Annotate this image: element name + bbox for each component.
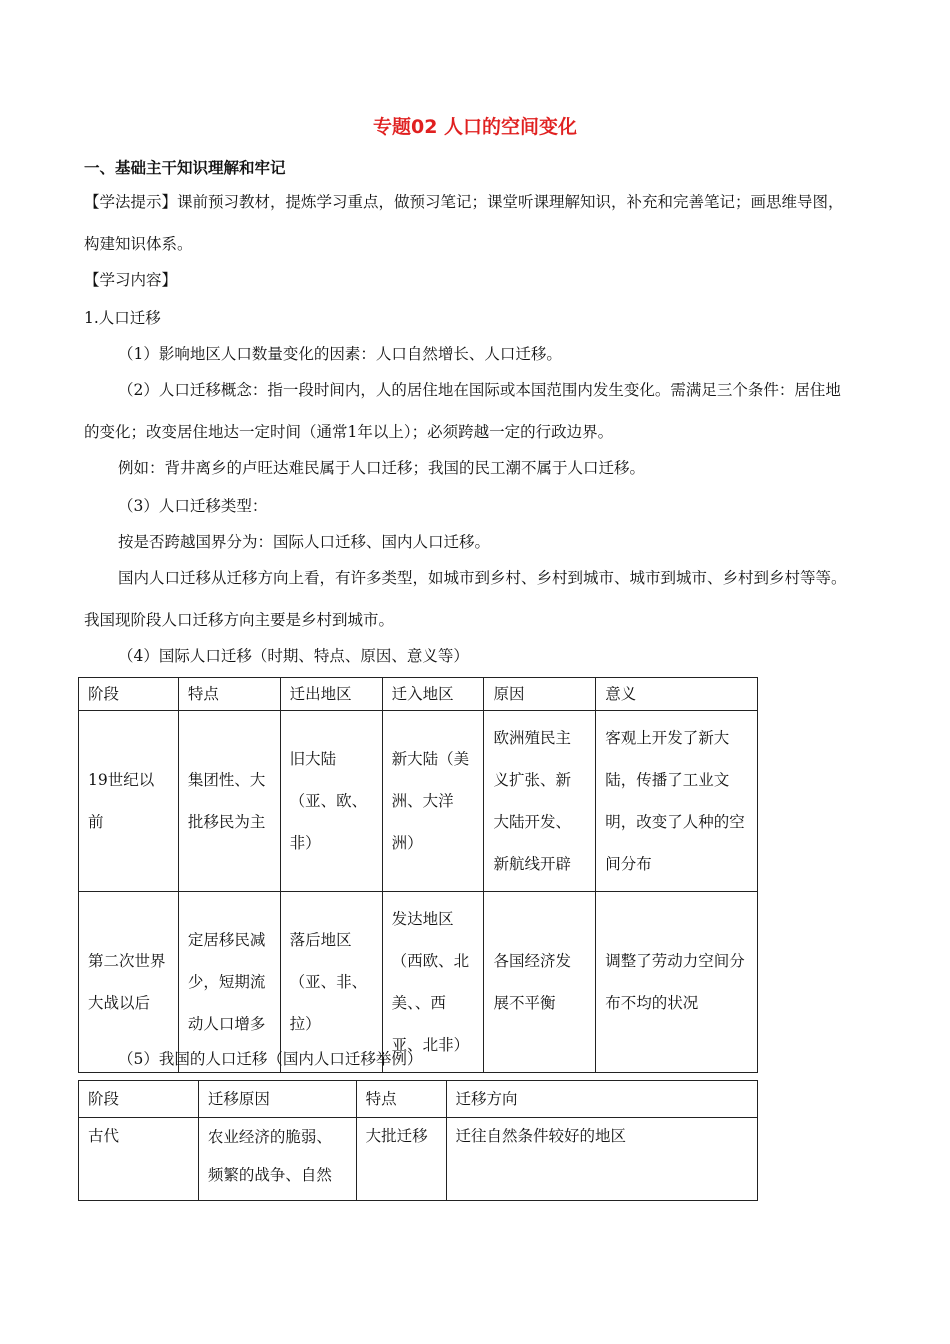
table-header-cell: 阶段	[79, 678, 179, 711]
paragraph-7: （4）国际人口迁移（时期、特点、原因、意义等）	[118, 647, 469, 665]
table-header-cell: 迁移方向	[446, 1081, 758, 1118]
table-cell: 发达地区（西欧、北美、、西亚、北非）	[382, 892, 484, 1073]
paragraph-1: （1）影响地区人口数量变化的因素：人口自然增长、人口迁移。	[118, 345, 562, 363]
table-header-cell: 意义	[596, 678, 758, 711]
paragraph-3: 例如：背井离乡的卢旺达难民属于人口迁移；我国的民工潮不属于人口迁移。	[118, 459, 646, 477]
paragraph-6-line-2: 我国现阶段人口迁移方向主要是乡村到城市。	[84, 611, 395, 629]
table-cell: 农业经济的脆弱、频繁的战争、自然	[198, 1118, 356, 1201]
table-row	[79, 1118, 758, 1201]
table-header-row	[79, 1081, 758, 1118]
table-cell: 19世纪以前	[79, 711, 179, 892]
table-cell: 定居移民减少，短期流动人口增多	[178, 892, 280, 1073]
paragraph-2-line-1: （2）人口迁移概念：指一段时间内，人的居住地在国际或本国范围内发生变化。需满足三个条件：居住地	[118, 381, 841, 399]
paragraph-4: （3）人口迁移类型：	[118, 497, 268, 515]
international-migration-table	[78, 677, 758, 1073]
table-cell: 新大陆（美洲、大洋洲）	[382, 711, 484, 892]
page-title: 专题02 人口的空间变化	[372, 116, 578, 138]
table-cell: 调整了劳动力空间分布不均的状况	[596, 892, 758, 1073]
content-heading: 【学习内容】	[84, 271, 178, 289]
table-header-cell: 特点	[178, 678, 280, 711]
table-header-cell: 特点	[356, 1081, 446, 1118]
table-cell: 落后地区（亚、非、拉）	[280, 892, 382, 1073]
table-cell: 旧大陆（亚、欧、非）	[280, 711, 382, 892]
table-cell: 客观上开发了新大陆，传播了工业文明，改变了人种的空间分布	[596, 711, 758, 892]
table-cell: 第二次世界大战以后	[79, 892, 179, 1073]
table-cell: 迁往自然条件较好的地区	[446, 1118, 758, 1201]
table-cell: 古代	[79, 1118, 199, 1201]
section-heading: 一、基础主干知识理解和牢记	[84, 159, 286, 177]
table-header-cell: 原因	[484, 678, 596, 711]
domestic-migration-table	[78, 1080, 758, 1201]
table-cell: 大批迁移	[356, 1118, 446, 1201]
tip-line-1: 【学法提示】课前预习教材，提炼学习重点，做预习笔记；课堂听课理解知识，补充和完善笔记；画思维导图，	[84, 193, 844, 211]
table-header-cell: 迁移原因	[198, 1081, 356, 1118]
paragraph-2-line-2: 的变化；改变居住地达一定时间（通常1年以上）；必须跨越一定的行政边界。	[84, 423, 614, 441]
table-row	[79, 711, 758, 892]
paragraph-8: （5）我国的人口迁移（国内人口迁移举例）	[118, 1050, 423, 1068]
paragraph-6-line-1: 国内人口迁移从迁移方向上看，有许多类型，如城市到乡村、乡村到城市、城市到城市、乡村到乡村等等。	[118, 569, 847, 587]
table-cell: 集团性、大批移民为主	[178, 711, 280, 892]
table-header-cell: 迁入地区	[382, 678, 484, 711]
table-header-cell: 迁出地区	[280, 678, 382, 711]
table-header-row	[79, 678, 758, 711]
table-header-cell: 阶段	[79, 1081, 199, 1118]
paragraph-5: 按是否跨越国界分为：国际人口迁移、国内人口迁移。	[118, 533, 491, 551]
tip-line-2: 构建知识体系。	[84, 235, 193, 253]
table-cell: 各国经济发展不平衡	[484, 892, 596, 1073]
item-heading: 1.人口迁移	[84, 309, 161, 327]
table-row	[79, 892, 758, 1073]
table-cell: 欧洲殖民主义扩张、新大陆开发、新航线开辟	[484, 711, 596, 892]
